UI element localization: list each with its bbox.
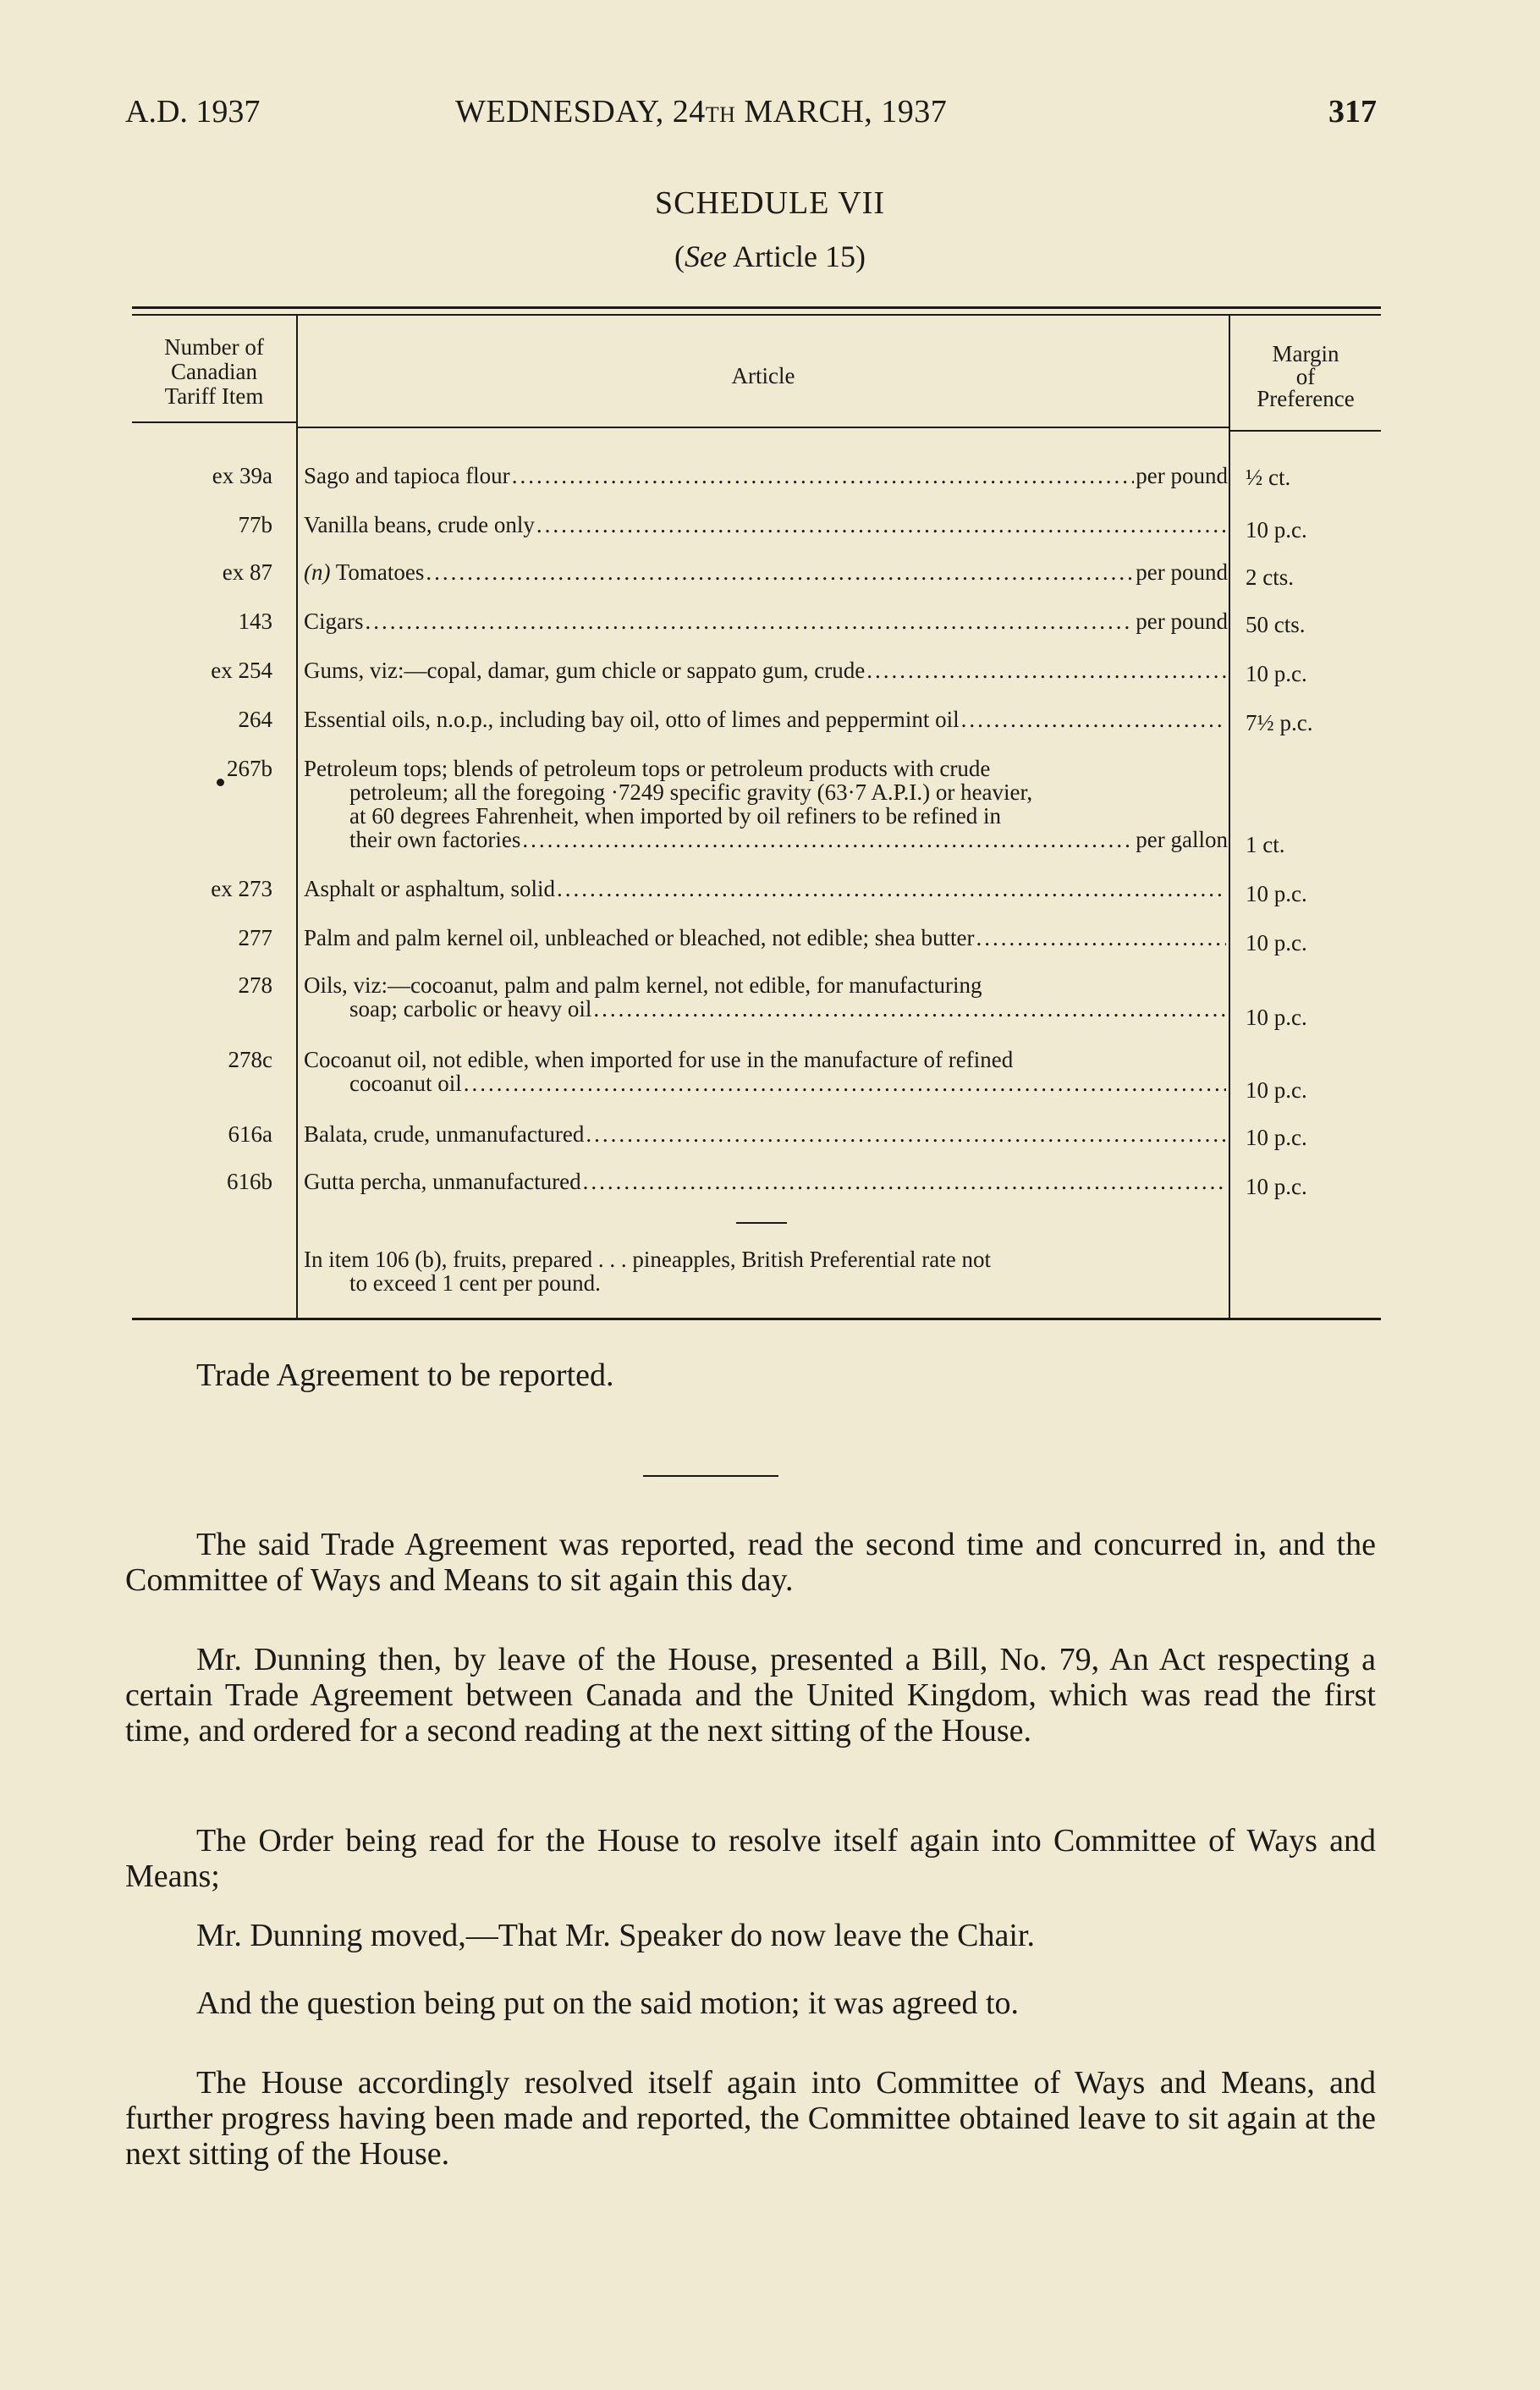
header-rule-right [1230, 430, 1381, 432]
leader-dots [976, 926, 1226, 950]
article-text [304, 1122, 1228, 1146]
article-text [304, 708, 1228, 731]
note-line-2: to exceed 1 cent per pound. [349, 1270, 601, 1296]
note-text [304, 1247, 1228, 1295]
col-divider-2 [1229, 316, 1230, 1318]
tariff-item: 267b [227, 756, 272, 781]
section-divider [643, 1475, 778, 1477]
article-unit: per pound [1136, 609, 1228, 634]
article-text [304, 973, 1228, 1021]
subtitle-rest: Article 15) [727, 240, 866, 273]
article-prefix: (n) [304, 559, 331, 585]
article-last: their own factories [349, 827, 521, 852]
article-last: Balata, crude, unmanufactured [304, 1121, 585, 1147]
article-last: Gums, viz:—copal, damar, gum chicle or sappato gum, crude [304, 658, 866, 683]
margin-value: ½ ct. [1246, 465, 1291, 490]
margin-value: 10 p.c. [1246, 1005, 1307, 1030]
col-head-margin-l2: of [1295, 364, 1316, 389]
leader-dots [557, 877, 1226, 900]
margin-value: 10 p.c. [1246, 881, 1307, 906]
col-head-margin-l3: Preference [1257, 386, 1355, 411]
table-top-rule-1 [132, 306, 1381, 309]
leader-dots [586, 1122, 1226, 1146]
header-rule-left [132, 421, 296, 423]
article-last: Tomatoes [330, 559, 425, 585]
tariff-item: ex 254 [211, 658, 272, 683]
leader-dots [426, 560, 1134, 584]
leader-dots [536, 513, 1226, 537]
page-number: 317 [1328, 94, 1377, 129]
margin-value: 1 ct. [1246, 832, 1285, 857]
margin-value: 10 p.c. [1246, 1125, 1307, 1150]
table-top-rule-2 [132, 314, 1381, 316]
paragraph-reported [125, 1527, 1376, 1598]
leader-dots [512, 464, 1135, 487]
header-date-a: WEDNESDAY, 24 [455, 94, 706, 129]
margin-value: 10 p.c. [1246, 1174, 1307, 1199]
header-date-b: MARCH, 1937 [735, 94, 948, 129]
header-date [455, 93, 947, 130]
schedule-subtitle [0, 239, 1540, 274]
running-head [0, 93, 1540, 135]
header-rule-center [298, 427, 1229, 428]
article-last: Essential oils, n.o.p., including bay oil, otto of limes and peppermint oil [304, 707, 960, 732]
paragraph-text: And the question being put on the said motion; it was agreed to. [196, 1985, 1020, 2021]
col-divider-1 [296, 316, 298, 1318]
paragraph-text: Mr. Dunning then, by leave of the House, presented a Bill, No. 79, An Act respecting a certain Trade Agreement between Canada and the United Kingdom, which was read the first time, and ordered for a second reading at the next sitting of the House. [125, 1642, 1376, 1748]
col-head-number-l2: Canadian [171, 359, 257, 384]
tariff-item: 143 [238, 609, 272, 634]
note-line-1: In item 106 (b), fruits, prepared . . . pineapples, British Preferential rate not [304, 1247, 992, 1272]
article-text [304, 1048, 1228, 1095]
article-text [304, 1170, 1228, 1193]
article-last: soap; carbolic or heavy oil [349, 996, 592, 1022]
paragraph-text: The Order being read for the House to resolve itself again into Committee of Ways and Means; [125, 1823, 1376, 1894]
paragraph-text: Trade Agreement to be reported. [196, 1357, 614, 1393]
article-line: Cocoanut oil, not edible, when imported for use in the manufacture of refined [304, 1047, 1014, 1072]
col-head-number [132, 335, 296, 409]
margin-value: 10 p.c. [1246, 661, 1307, 686]
margin-value: 10 p.c. [1246, 930, 1307, 955]
margin-value: 2 cts. [1246, 564, 1294, 590]
margin-value: 10 p.c. [1246, 517, 1307, 542]
article-last: Gutta percha, unmanufactured [304, 1169, 581, 1194]
tariff-item: 278 [238, 972, 272, 998]
tariff-item: 616b [227, 1169, 272, 1194]
tariff-item: ex 273 [211, 876, 272, 901]
tariff-item: 616a [228, 1121, 272, 1147]
col-head-margin-l1: Margin [1272, 341, 1339, 366]
paragraph-text: Mr. Dunning moved,—That Mr. Speaker do now leave the Chair. [196, 1918, 1035, 1953]
article-text [304, 609, 1228, 633]
article-line: Oils, viz:—cocoanut, palm and palm kernel, not edible, for manufacturing [304, 972, 982, 998]
paragraph-motion [125, 1918, 1376, 1953]
col-head-number-l3: Tariff Item [164, 383, 264, 409]
article-text [304, 658, 1228, 682]
paragraph-bill [125, 1642, 1376, 1748]
table-bottom-rule [132, 1318, 1381, 1320]
article-text [304, 560, 1228, 584]
subtitle-open: ( [674, 240, 685, 273]
article-text [304, 877, 1228, 900]
article-last: Vanilla beans, crude only [304, 512, 535, 537]
leader-dots [464, 1071, 1226, 1095]
tariff-item: ex 87 [222, 559, 272, 585]
margin-value: 10 p.c. [1246, 1077, 1307, 1103]
article-last: cocoanut oil [349, 1071, 462, 1096]
col-head-margin [1230, 342, 1381, 411]
header-date-sup: TH [705, 102, 736, 127]
note-short-rule [736, 1222, 787, 1224]
paragraph-question [125, 1985, 1376, 2021]
article-unit: per pound [1136, 559, 1228, 585]
tariff-item: 277 [238, 925, 272, 950]
article-unit: per pound [1136, 463, 1228, 488]
paragraph-order [125, 1823, 1376, 1894]
subtitle-see: See [685, 240, 727, 273]
schedule-title: SCHEDULE VII [654, 185, 885, 221]
header-year: A.D. 1937 [125, 94, 261, 129]
paragraph-resolved [125, 2065, 1376, 2172]
margin-value: 7½ p.c. [1246, 710, 1313, 735]
col-head-article: Article [731, 363, 795, 388]
article-last: Asphalt or asphaltum, solid [304, 876, 555, 901]
article-last: Sago and tapioca flour [304, 463, 510, 488]
leader-dots [593, 997, 1226, 1021]
leader-dots [366, 609, 1135, 633]
leader-dots [522, 828, 1134, 851]
article-line: petroleum; all the foregoing ·7249 specific gravity (63·7 A.P.I.) or heavier, [349, 779, 1033, 805]
leader-dots [583, 1170, 1226, 1193]
leader-dots [866, 658, 1226, 682]
tariff-item: 77b [238, 512, 272, 537]
leader-dots [961, 708, 1226, 731]
tariff-item: 278c [228, 1047, 272, 1072]
article-last: Palm and palm kernel oil, unbleached or bleached, not edible; shea butter [304, 925, 975, 950]
article-text [304, 513, 1228, 537]
col-head-number-l1: Number of [164, 334, 264, 360]
article-unit: per gallon [1136, 827, 1228, 852]
article-text [304, 464, 1228, 487]
article-line: Petroleum tops; blends of petroleum tops or petroleum products with crude [304, 756, 991, 781]
article-text [304, 757, 1228, 851]
tariff-item: 264 [238, 707, 272, 732]
article-text [304, 926, 1228, 950]
article-line: at 60 degrees Fahrenheit, when imported by oil refiners to be refined in [349, 803, 1002, 829]
paragraph-trade-agreement [125, 1357, 1376, 1393]
article-last: Cigars [304, 609, 364, 634]
tariff-item: ex 39a [212, 463, 272, 488]
paragraph-text: The House accordingly resolved itself again into Committee of Ways and Means, and further progress having been made and reported, the Committee obtained leave to sit again at the next sitting of the House. [125, 2065, 1376, 2172]
margin-value: 50 cts. [1246, 612, 1306, 637]
paragraph-text: The said Trade Agreement was reported, read the second time and concurred in, and the Committee of Ways and Means to sit again this day. [125, 1527, 1376, 1598]
